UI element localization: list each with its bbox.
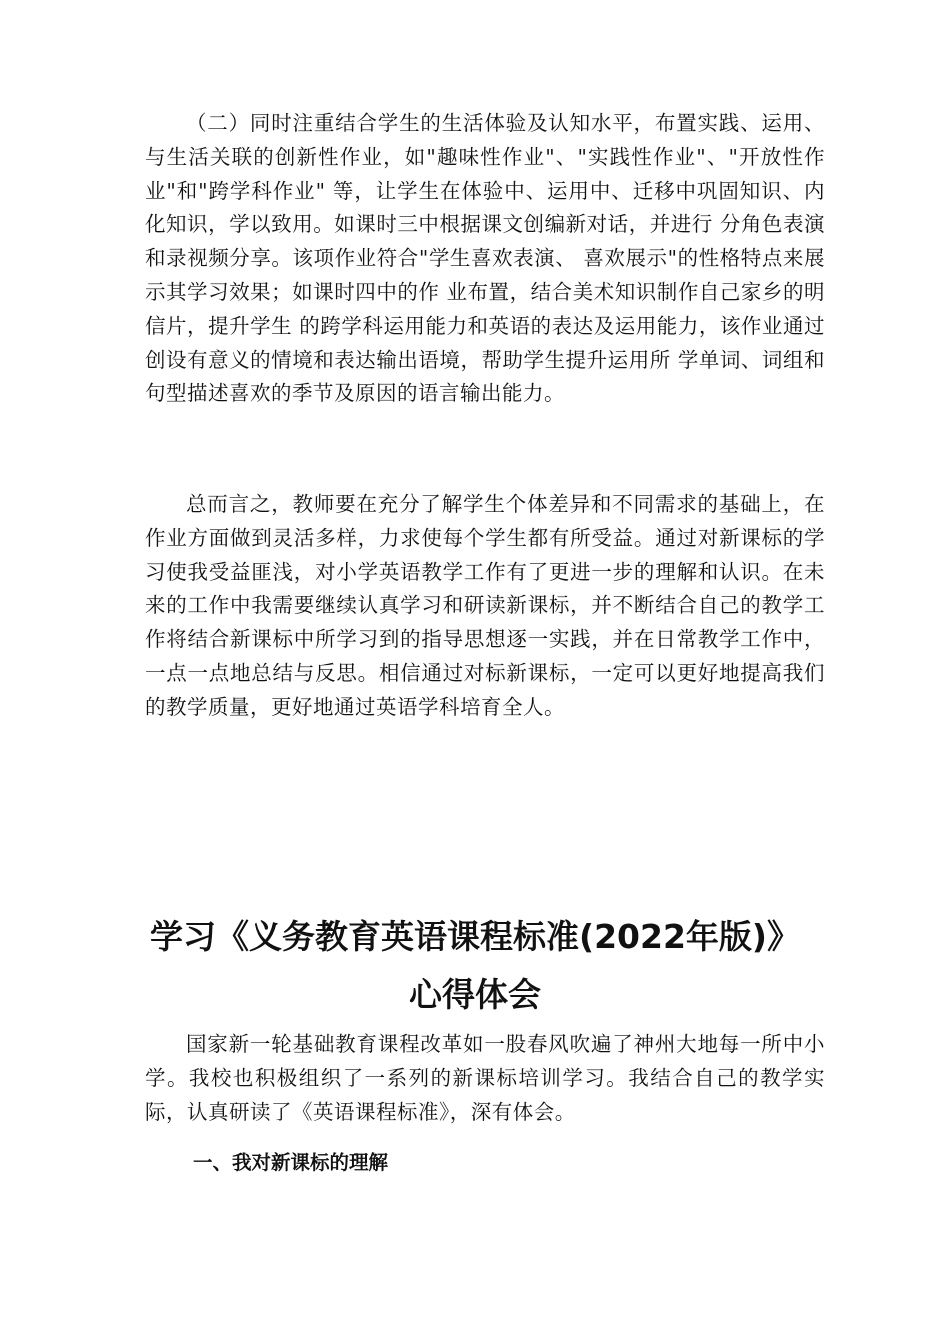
paragraph-intro: 国家新一轮基础教育课程改革如一股春风吹遍了神州大地每一所中小学。我校也积极组织了一系列的新课标培训学习。我结合自己的教学实际，认真研读了《英语课程标准》，深有体会。 (145, 1032, 825, 1124)
essay-title (0, 908, 950, 1024)
body-text-block (145, 1028, 825, 1129)
paragraph-practice-homework: （二）同时注重结合学生的生活体验及认知水平，布置实践、运用、与生活关联的创新性作业，如"趣味性作业"、"实践性作业"、"开放性作业"和"跨学科作业" 等，让学生在体验中、运用中、迁移中巩固知识、内化知识，学以致用。如课时三中根据课文创编新对话，并进行 分角色表演和录视频分享。该项作业符合"学生喜欢表演、 喜欢展示"的性格特点来展示其学习效果；如课时四中的作 业布置，结合美术知识制作自己家乡的明信片，提升学生 的跨学科运用能力和英语的表达及运用能力，该作业通过 创设有意义的情境和表达输出语境，帮助学生提升运用所 学单词、词组和句型描述喜欢的季节及原因的语言输出能力。 (145, 111, 825, 406)
body-text-block (145, 107, 825, 411)
paragraph-conclusion: 总而言之，教师要在充分了解学生个体差异和不同需求的基础上，在作业方面做到灵活多样，力求使每个学生都有所受益。通过对新课标的学习使我受益匪浅，对小学英语教学工作有了更进一步的理解和认识。在未来的工作中我需要继续认真学习和研读新课标，并不断结合自己的教学工作将结合新课标中所学习到的指导思想逐一实践，并在日常教学工作中，一点一点地总结与反思。相信通过对标新课标，一定可以更好地提高我们的教学质量，更好地通过英语学科培育全人。 (145, 492, 825, 719)
essay-title-line-2: 心得体会 (409, 975, 541, 1014)
section-heading: 一、我对新课标的理解 (193, 1151, 389, 1174)
body-text-block (145, 488, 825, 725)
essay-title-line-1: 学习《义务教育英语课程标准(2022年版)》 (149, 917, 800, 956)
